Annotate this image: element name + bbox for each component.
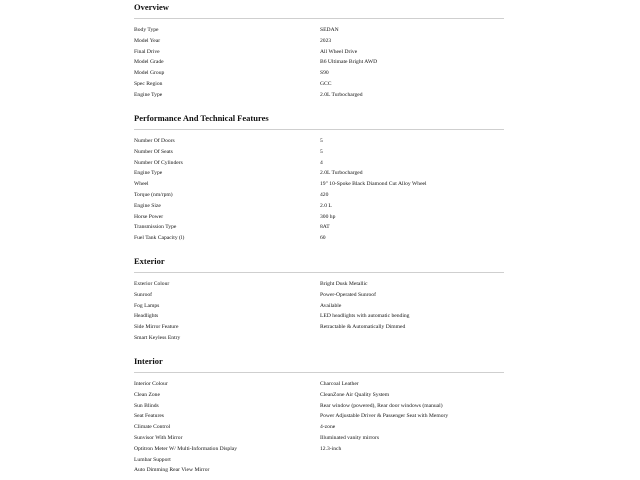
spec-label: Number Of Seats	[134, 148, 173, 155]
spec-row	[134, 433, 504, 444]
spec-row	[134, 47, 504, 58]
spec-row	[134, 190, 504, 201]
spec-row	[134, 411, 504, 422]
spec-row	[134, 301, 504, 312]
spec-label: Torque (nm/rpm)	[134, 191, 173, 198]
spec-row	[134, 179, 504, 190]
spec-label: Lumbar Support	[134, 456, 171, 463]
spec-label: Auto Dimming Rear View Mirror	[134, 467, 210, 474]
spec-list	[134, 279, 504, 344]
spec-row	[134, 68, 504, 79]
spec-value: CleanZone Air Quality System	[320, 391, 390, 398]
spec-row	[134, 136, 504, 147]
spec-list	[134, 136, 504, 244]
spec-row	[134, 90, 504, 101]
spec-label: Number Of Doors	[134, 138, 175, 144]
spec-list	[134, 25, 504, 101]
spec-value: 5	[320, 148, 323, 155]
section-exterior	[134, 256, 504, 344]
spec-label: Sun Blinds	[134, 402, 159, 409]
spec-label: Engine Size	[134, 202, 161, 209]
spec-label: Model Grade	[134, 59, 164, 66]
spec-label: Smart Keyless Entry	[134, 334, 181, 341]
spec-value: Bright Dusk Metallic	[320, 281, 368, 287]
spec-value: Rear window (powered), Rear door windows (manual)	[320, 402, 443, 409]
spec-row	[134, 25, 504, 36]
spec-label: Fuel Tank Capacity (l)	[134, 235, 185, 242]
spec-value: 12.3-inch	[320, 445, 342, 452]
section-overview	[134, 2, 504, 101]
spec-value: 60	[320, 235, 326, 242]
spec-row	[134, 465, 504, 476]
spec-value: Charcoal Leather	[320, 381, 359, 387]
spec-label: Sunroof	[134, 291, 153, 298]
spec-value: 4	[320, 159, 323, 166]
section-divider	[134, 129, 504, 130]
spec-label: Engine Type	[134, 91, 163, 98]
section-title: Exterior	[134, 256, 165, 266]
spec-row	[134, 322, 504, 333]
spec-label: Model Year	[134, 37, 161, 44]
spec-value: 4-zone	[320, 424, 336, 431]
section-performance	[134, 113, 504, 244]
spec-label: Fog Lamps	[134, 302, 160, 309]
spec-label: Seat Features	[134, 413, 164, 420]
spec-value: LED headlights with automatic bending	[320, 313, 410, 320]
spec-label: Final Drive	[134, 48, 160, 55]
section-divider	[134, 272, 504, 273]
spec-value: Retractable & Automatically Dimmed	[320, 324, 406, 331]
spec-value: 420	[320, 191, 329, 198]
spec-row	[134, 233, 504, 244]
spec-row	[134, 79, 504, 90]
spec-label: Side Mirror Feature	[134, 324, 179, 331]
spec-value: S90	[320, 70, 329, 77]
spec-label: Exterior Colour	[134, 281, 170, 287]
spec-label: Interior Colour	[134, 381, 168, 387]
spec-row	[134, 311, 504, 322]
spec-label: Body Type	[134, 27, 159, 33]
section-interior	[134, 356, 504, 476]
spec-value: 300 hp	[320, 213, 336, 220]
spec-row	[134, 201, 504, 212]
spec-label: Climate Control	[134, 424, 171, 431]
spec-row	[134, 290, 504, 301]
spec-row	[134, 422, 504, 433]
spec-label: Number Of Cylinders	[134, 159, 183, 166]
spec-label: Wheel	[134, 181, 149, 188]
spec-row	[134, 212, 504, 223]
spec-row	[134, 390, 504, 401]
section-title: Overview	[134, 2, 169, 12]
spec-label: Sunvisor With Mirror	[134, 434, 183, 441]
spec-row	[134, 222, 504, 233]
spec-label: Clean Zone	[134, 391, 160, 398]
spec-label: Headlights	[134, 313, 159, 320]
section-title: Interior	[134, 356, 163, 366]
spec-value: 2023	[320, 37, 332, 44]
spec-label: Model Group	[134, 70, 165, 77]
spec-value: SEDAN	[320, 27, 339, 33]
spec-value: Available	[320, 302, 342, 309]
spec-row	[134, 158, 504, 169]
section-divider	[134, 18, 504, 19]
spec-row	[134, 379, 504, 390]
spec-label: Horse Power	[134, 213, 164, 220]
spec-row	[134, 444, 504, 455]
spec-row	[134, 168, 504, 179]
spec-value: B6 Ultimate Bright AWD	[320, 59, 378, 66]
spec-row	[134, 147, 504, 158]
spec-value: 19" 10-Spoke Black Diamond Cut Alloy Wheel	[320, 181, 427, 188]
section-title: Performance And Technical Features	[134, 113, 269, 123]
spec-row	[134, 455, 504, 466]
spec-value: Power Adjustable Driver & Passenger Seat with Memory	[320, 413, 449, 420]
spec-label: Transmission Type	[134, 224, 177, 231]
spec-value: 2.0 L	[320, 202, 332, 209]
spec-value: 2.0L Turbocharged	[320, 91, 363, 98]
spec-row	[134, 57, 504, 68]
spec-value: Power-Operated Sunroof	[320, 291, 376, 298]
spec-row	[134, 401, 504, 412]
spec-value: 5	[320, 138, 323, 144]
spec-value: GCC	[320, 80, 332, 87]
section-divider	[134, 372, 504, 373]
spec-value: 2.0L Turbocharged	[320, 170, 363, 177]
spec-value: Illuminated vanity mirrors	[320, 434, 380, 441]
spec-label: Spec Region	[134, 80, 163, 87]
spec-row	[134, 36, 504, 47]
spec-label: Engine Type	[134, 170, 163, 177]
spec-label: Optitron Meter W/ Multi-Information Display	[134, 445, 238, 452]
spec-row	[134, 279, 504, 290]
spec-list	[134, 379, 504, 476]
spec-row	[134, 333, 504, 344]
spec-value: All Wheel Drive	[320, 48, 358, 55]
spec-value: 8AT	[320, 224, 330, 231]
